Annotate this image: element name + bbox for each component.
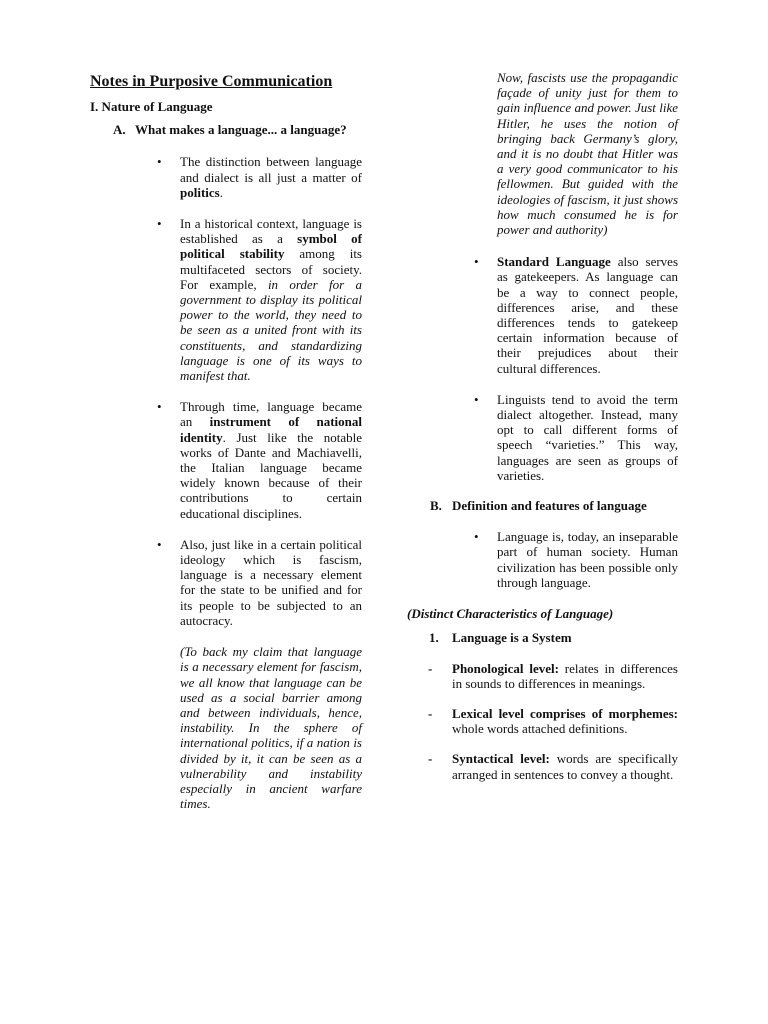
dash-text: whole words attached definitions. [452, 721, 628, 737]
bullet-text: Through time, language became an [180, 399, 362, 430]
dash-text: relates in differences in sounds to differences in meanings. [452, 660, 678, 691]
page-title: Notes in Purposive Communication [90, 73, 333, 90]
fascism-note: (To back my claim that language is a necessary element for fascism, we all know that language can be used as a social barrier among and between individuals, hence, instability. In the sphere of international politics, if a nation is divided by it, it can be seen as a vulnerability and instability especially in ancient warfare times. [180, 644, 362, 812]
bullet-text: In a historical context, language is established as a [180, 216, 362, 247]
bullet-text: Language is, today, an inseparable part of human society. Human civilization has been possible only through language. [497, 529, 678, 590]
numbered-item-label: 1. [429, 630, 439, 646]
subheading-a [113, 122, 362, 137]
dash-marker: - [428, 660, 433, 676]
bullet-text: The distinction between language and dialect is all just a matter of [180, 154, 362, 185]
dash-bold-text: Phonological level: [452, 660, 559, 676]
bullet-text: also serves as gatekeepers. As language can be a way to connect people, differences arise, and these differences tends to gatekeep certain information because of their prejudices about their cultural differences. [497, 254, 679, 376]
subheading-b [430, 498, 678, 513]
bullet-bold-text: symbol of political stability [180, 231, 362, 262]
left-column [90, 70, 362, 811]
bullet-icon: • [157, 216, 162, 232]
bullet-icon: • [157, 536, 162, 552]
bullet-national-identity [157, 399, 362, 521]
bullet-icon: • [157, 154, 162, 170]
dash-bold-text: Syntactical level: [452, 751, 550, 767]
bullet-icon: • [157, 399, 162, 415]
subheading-b-label: B. [430, 498, 442, 514]
bullet-fascism [157, 536, 362, 628]
bullet-bold-text: politics [180, 184, 220, 200]
numbered-item-1 [405, 630, 678, 645]
bullet-bold-text: Standard Language [497, 254, 611, 270]
bullet-language-today [474, 529, 678, 590]
bullet-text: . Just like the notable works of Dante and Machiavelli, the Italian language became widely known because of their contributions to certain educational disciplines. [180, 429, 362, 521]
distinct-characteristics-heading: (Distinct Characteristics of Language) [407, 606, 614, 622]
subheading-b-text: Definition and features of language [452, 498, 647, 514]
bullet-icon: • [474, 391, 479, 407]
fascism-note-continued: Now, fascists use the propagandic façade of unity just for them to gain influence and power. Just like Hitler, he uses the notion of bringing back Germany’s glory, and it is no doubt that Hitler was a very good communicator to his fellowmen. But guided with the ideologies of fascism, it just shows how much consumed he is for power and authority) [497, 70, 678, 238]
bullet-standard-language [474, 254, 679, 376]
bullet-bold-text: instrument of national identity [180, 414, 362, 445]
dash-marker: - [428, 705, 433, 721]
dash-text: words are specifically arranged in sentences to convey a thought. [452, 751, 678, 782]
bullet-icon: • [474, 529, 479, 545]
bullet-text: . [219, 184, 223, 200]
dash-item-syntactical [405, 751, 678, 781]
subheading-a-text: What makes a language... a language? [135, 122, 347, 138]
bullet-text: Also, just like in a certain political ideology which is fascism, language is a necessary element for the state to be unified and for its people to be subjected to an autocracy. [180, 536, 362, 628]
bullet-linguists [474, 391, 678, 483]
section-heading-nature: I. Nature of Language [90, 99, 213, 114]
bullet-historical [157, 216, 362, 384]
bullet-italic-text: in order for a government to display its political power to the world, they need to be seen as a united front with its constituents, and standardizing language is one of its ways to manifest that. [180, 276, 362, 384]
subheading-a-label: A. [113, 122, 126, 138]
bullet-text: among its multifaceted sectors of society. For example, [180, 246, 362, 292]
numbered-item-text: Language is a System [452, 630, 572, 646]
dash-bold-text: Lexical level comprises of morphemes: [452, 705, 678, 721]
dash-marker: - [428, 751, 433, 767]
right-column [405, 70, 678, 782]
bullet-politics [157, 154, 362, 200]
dash-item-lexical [405, 706, 678, 736]
bullet-icon: • [474, 254, 479, 270]
bullet-text: Linguists tend to avoid the term dialect altogether. Instead, many opt to call different forms of speech “varieties.” This way, languages are seen as groups of varieties. [497, 391, 678, 483]
dash-item-phonological [405, 661, 678, 691]
